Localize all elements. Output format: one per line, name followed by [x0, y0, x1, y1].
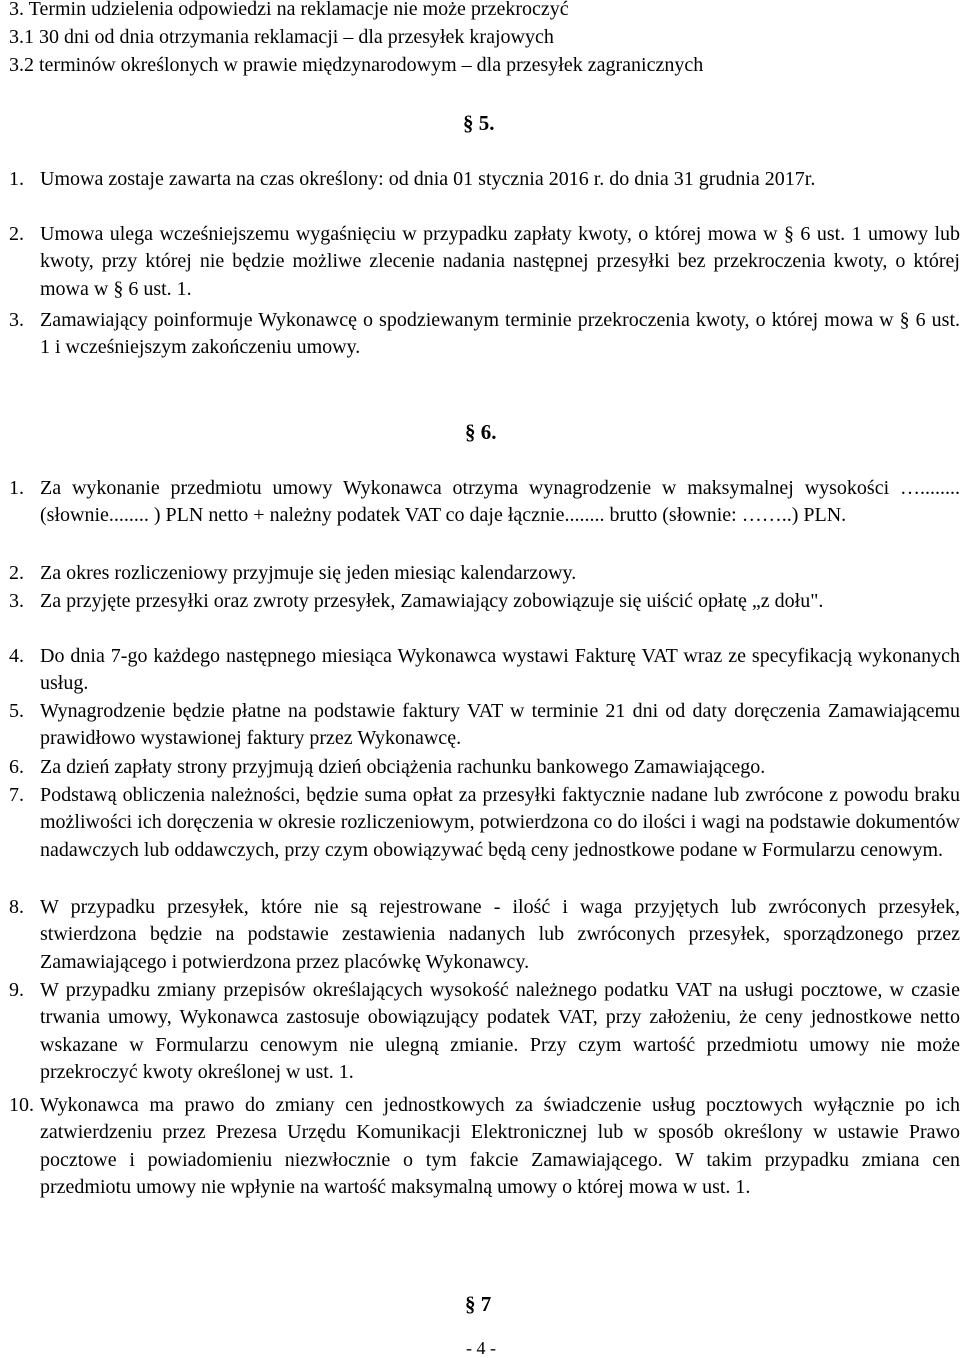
- section-6-item-9: [9, 977, 960, 1087]
- section-6-item-5: [9, 698, 960, 753]
- section-5-item-1: [9, 166, 960, 193]
- item-text: Podstawą obliczenia należności, będzie suma opłat za przesyłki faktycznie nadane lub zwrócone z powodu braku możliwości ich doręczenia w okresie rozliczeniowym, potwierdzona co do ilości i wagi na podstawie dokumentów nadawczych lub oddawczych, przy czym obowiązywać będą ceny jednostkowe podane w Formularzu cenowym.: [40, 784, 960, 861]
- section-6-heading: § 6.: [465, 420, 497, 444]
- item-text: Wykonawca ma prawo do zmiany cen jednostkowych za świadczenie usług pocztowych wyłącznie po ich zatwierdzeniu przez Prezesa Urzędu Komunikacji Elektronicznej lub w sposób określony w ustawie Prawo pocztowe i powiadomieniu niezwłocznie o tym fakcie Zamawiającego. W takim przypadku zmiana cen przedmiotu umowy nie wpłynie na wartość maksymalną umowy o której mowa w ust. 1.: [40, 1094, 960, 1199]
- section-6-item-6: [9, 754, 960, 781]
- section-6-item-3: [9, 588, 960, 615]
- item-number: 8.: [9, 896, 24, 918]
- page-number: - 4 -: [466, 1338, 496, 1358]
- complaint-deadline-international-line: 3.2 terminów określonych w prawie międzynarodowym – dla przesyłek zagranicznych: [9, 54, 704, 76]
- section-6-item-4: [9, 643, 960, 698]
- section-6-item-1: [9, 475, 960, 530]
- item-number: 7.: [9, 784, 24, 806]
- item-number: 2.: [9, 562, 24, 584]
- item-text: Umowa ulega wcześniejszemu wygaśnięciu w przypadku zapłaty kwoty, o której mowa w § 6 ust. 1 umowy lub kwoty, przy której nie będzie możliwe zlecenie nadania następnej przesyłki bez przekroczenia kwoty, o której mowa w § 6 ust. 1.: [40, 223, 960, 300]
- item-number: 6.: [9, 756, 24, 778]
- complaint-deadline-domestic-line: 3.1 30 dni od dnia otrzymania reklamacji – dla przesyłek krajowych: [9, 26, 554, 48]
- item-text: Za wykonanie przedmiotu umowy Wykonawca otrzyma wynagrodzenie w maksymalnej wysokości …........ (słownie........ ) PLN netto + należny podatek VAT co daje łącznie........ brutto (słownie: ……..) PLN.: [40, 477, 960, 527]
- item-number: 2.: [9, 223, 24, 245]
- item-text: Wynagrodzenie będzie płatne na podstawie faktury VAT w terminie 21 dni od daty doręczenia Zamawiającemu prawidłowo wystawionej faktury przez Wykonawcę.: [40, 700, 960, 750]
- section-7-heading: § 7: [465, 1292, 492, 1316]
- item-text: Za dzień zapłaty strony przyjmują dzień obciążenia rachunku bankowego Zamawiającego.: [40, 756, 766, 778]
- item-number: 1.: [9, 477, 24, 499]
- item-number: 3.: [9, 590, 24, 612]
- item-number: 1.: [9, 168, 24, 190]
- section-6-item-7: [9, 782, 960, 864]
- item-text: Za przyjęte przesyłki oraz zwroty przesyłek, Zamawiający zobowiązuje się uiścić opłatę „z dołu".: [40, 590, 824, 612]
- item-number: 3.: [9, 309, 24, 331]
- item-text: Zamawiający poinformuje Wykonawcę o spodziewanym terminie przekroczenia kwoty, o której mowa w § 6 ust. 1 i wcześniejszym zakończeniu umowy.: [40, 309, 960, 359]
- item-number: 4.: [9, 645, 24, 667]
- item-number: 9.: [9, 979, 24, 1001]
- section-6-item-8: [9, 894, 960, 976]
- section-5-item-3: [9, 307, 960, 362]
- section-6-item-10: [9, 1092, 960, 1202]
- item-text: W przypadku zmiany przepisów określających wysokość należnego podatku VAT na usługi pocztowe, w czasie trwania umowy, Wykonawca zastosuje obowiązujący podatek VAT, przy założeniu, że ceny jednostkowe netto wskazane w Formularzu cenowym nie ulegną zmianie. Przy czym wartość przedmiotu umowy nie może przekroczyć kwoty określonej w ust. 1.: [40, 979, 960, 1084]
- complaint-deadline-line: 3. Termin udzielenia odpowiedzi na reklamacje nie może przekroczyć: [9, 0, 569, 20]
- item-text: W przypadku przesyłek, które nie są rejestrowane - ilość i waga przyjętych lub zwróconych przesyłek, stwierdzona będzie na podstawie zestawienia nadanych lub zwróconych przesyłek, sporządzonego przez Zamawiającego i potwierdzona przez placówkę Wykonawcy.: [40, 896, 960, 973]
- section-6-item-2: [9, 560, 960, 587]
- section-5-heading: § 5.: [463, 111, 495, 135]
- item-text: Umowa zostaje zawarta na czas określony: od dnia 01 stycznia 2016 r. do dnia 31 grudnia 2017r.: [40, 168, 816, 190]
- item-number: 5.: [9, 700, 24, 722]
- item-number: 10.: [9, 1094, 34, 1116]
- item-text: Do dnia 7-go każdego następnego miesiąca Wykonawca wystawi Fakturę VAT wraz ze specyfikacją wykonanych usług.: [40, 645, 960, 695]
- item-text: Za okres rozliczeniowy przyjmuje się jeden miesiąc kalendarzowy.: [40, 562, 577, 584]
- section-5-item-2: [9, 221, 960, 303]
